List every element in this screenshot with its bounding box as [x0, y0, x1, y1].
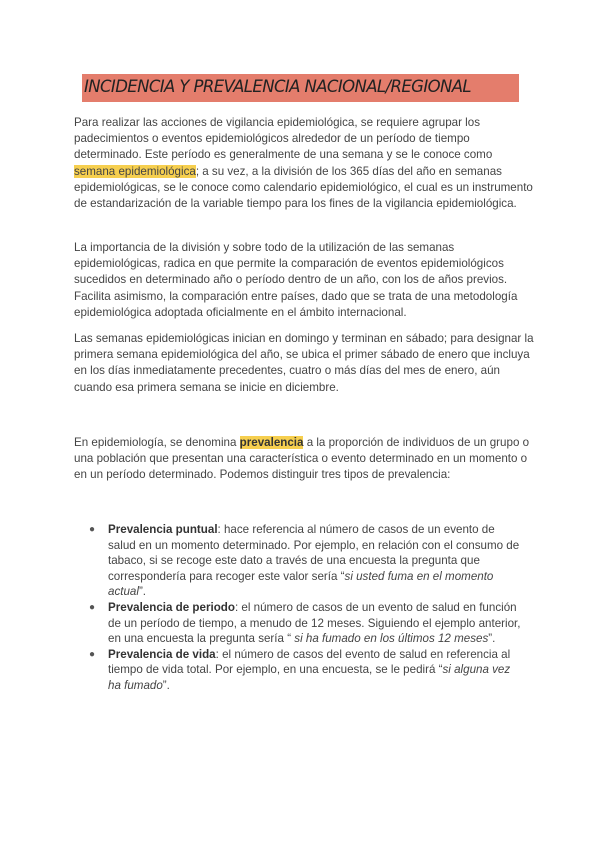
term-prevalencia-vida: Prevalencia de vida: [108, 647, 216, 661]
paragraph-semana-epidemiologica: [74, 115, 534, 212]
bullet-icon: ●: [89, 524, 96, 535]
bullet-icon: ●: [89, 601, 96, 613]
term-prevalencia-periodo: Prevalencia de periodo: [108, 600, 235, 614]
list-item-end: ”.: [138, 585, 147, 599]
list-item-prevalencia-vida: [74, 647, 524, 694]
list-item-end: ”.: [488, 632, 496, 646]
prevalence-types-list: [74, 522, 524, 694]
list-item-prevalencia-periodo: [74, 600, 524, 647]
bullet-icon: ●: [89, 648, 96, 660]
list-item-prevalencia-puntual: [74, 522, 524, 600]
page-title: INCIDENCIA Y PREVALENCIA NACIONAL/REGIONAL: [84, 77, 472, 96]
paragraph-semanas-inicio: Las semanas epidemiológicas inician en domingo y terminan en sábado; para designar la primera semana epidemiológica del año, se ubica el primer sábado de enero que incluya en los días inmediatamente precedentes, cuatro o más días del mes de enero, aún cuando esa primera semana se inicie en diciembre.: [74, 332, 534, 394]
paragraph-text: Para realizar las acciones de vigilancia epidemiológica, se requiere agrupar los padecimientos o eventos epidemiológicos alrededor de un período de tiempo determinado. Este período es generalmente de una semana y se le conoce como: [74, 116, 493, 162]
highlight-semana-epidemiologica: semana epidemiológica: [74, 164, 196, 178]
list-item-quote: si usted fuma en el momento actual: [108, 569, 494, 599]
highlight-prevalencia: prevalencia: [239, 436, 304, 449]
list-item-end: ”.: [162, 678, 170, 692]
paragraph-text: a la proporción de individuos de un grupo o una población que presentan una característica o evento determinado en un momento o en un período determinado. Podemos distinguir tres tipos de prevalencia:: [74, 436, 530, 482]
title-banner: [82, 74, 519, 102]
term-prevalencia-puntual: Prevalencia puntual: [108, 523, 218, 536]
paragraph-importancia: La importancia de la división y sobre todo de la utilización de las semanas epidemiológicas, radica en que permite la comparación de eventos epidemiológicos sucedidos en determinado año o período dentro de un año, con los de años previos. Facilita asimismo, la comparación entre países, dado que se trata de una metodología epidemiológica adoptada oficialmente en el ámbito internacional.: [74, 241, 518, 319]
list-item-quote: si alguna vez ha fumado: [108, 663, 511, 692]
list-item-text: : el número de casos del evento de salud en referencia al tiempo de vida total. Por ejemplo, en una encuesta, se le pedirá “: [108, 647, 511, 677]
paragraph-text: ; a su vez, a la división de los 365 días del año en semanas epidemiológicas, se le conoce como calendario epidemiológico, el cual es un instrumento de estandarización de la variable tiempo para los fines de la vigilancia epidemiológica.: [74, 164, 533, 211]
paragraph-text: En epidemiología, se denomina: [74, 436, 240, 449]
list-item-text: : hace referencia al número de casos de un evento de salud en un momento determinado. Por ejemplo, en relación con el consumo de tabaco, si se recoge este dato a través de una encuesta la pregunta que correspondería para recoger este valor sería “: [108, 523, 520, 583]
list-item-quote: si ha fumado en los últimos 12 meses: [294, 632, 489, 646]
list-item-text: : el número de casos de un evento de salud en función de un período de tiempo, a menudo de 12 meses. Siguiendo el ejemplo anterior, en una encuesta la pregunta sería “: [108, 600, 521, 646]
paragraph-prevalencia: [74, 435, 534, 484]
